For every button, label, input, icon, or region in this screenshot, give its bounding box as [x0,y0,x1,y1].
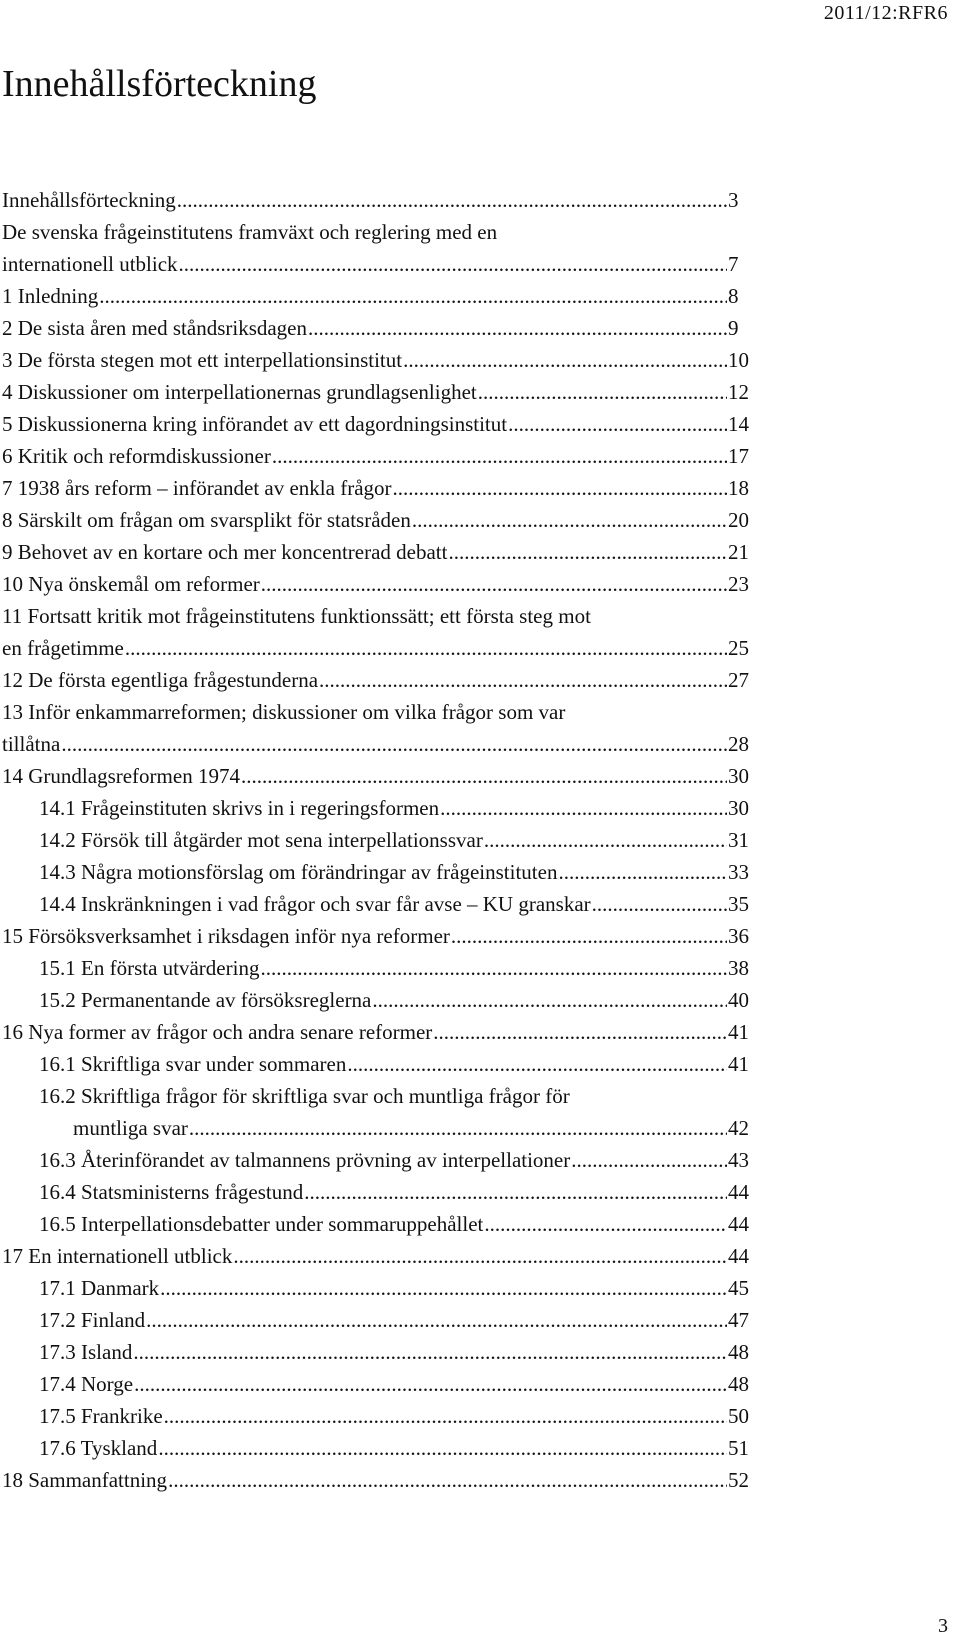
toc-entry[interactable] [2,1208,762,1240]
toc-entry-title: 2 De sista åren med ståndsriksdagen [2,316,308,340]
toc-entry[interactable] [2,536,762,568]
toc-entry[interactable] [2,408,762,440]
toc-entry-title: 7 1938 års reform – införandet av enkla frågor [2,476,392,500]
toc-entry[interactable] [2,600,762,664]
dot-leader [592,888,727,920]
toc-entry-title: 15.1 En första utvärdering [39,956,260,980]
toc-entry-title: en frågetimme [2,636,124,660]
dot-leader [412,504,727,536]
toc-entry[interactable] [2,952,762,984]
dot-leader [189,1112,727,1144]
toc-entry[interactable] [2,280,762,312]
dot-leader [448,536,727,568]
dot-leader [241,760,727,792]
dot-leader [261,568,727,600]
toc-entry-page: 40 [728,988,749,1012]
dot-leader [160,1272,727,1304]
toc-entry-title: 17.6 Tyskland [39,1436,158,1460]
toc-entry[interactable] [2,920,762,952]
dot-leader [558,856,727,888]
toc-entry-page: 27 [728,668,749,692]
dot-leader [260,952,727,984]
toc-entry-page: 45 [728,1276,749,1300]
toc-entry-title: 14.2 Försök till åtgärder mot sena interpellationssvar [39,828,483,852]
toc-entry[interactable] [2,344,762,376]
toc-entry-page: 38 [728,956,749,980]
dot-leader [451,920,727,952]
toc-entry-title: 14.4 Inskränkningen i vad frågor och svar får avse – KU granskar [39,892,591,916]
toc-entry-title: Innehållsförteckning [2,188,176,212]
toc-entry-title: 14 Grundlagsreformen 1974 [2,764,240,788]
toc-entry-title: tillåtna [2,732,61,756]
dot-leader [177,184,727,216]
toc-entry-title: 5 Diskussionerna kring införandet av ett dagordningsinstitut [2,412,508,436]
toc-entry-page: 20 [728,508,749,532]
toc-entry-page: 48 [728,1372,749,1396]
toc-entry-page: 33 [728,860,749,884]
toc-entry-page: 30 [728,796,749,820]
toc-entry[interactable] [2,1368,762,1400]
dot-leader [484,1208,727,1240]
toc-entry-title: 16 Nya former av frågor och andra senare reformer [2,1020,433,1044]
dot-leader [347,1048,727,1080]
dot-leader [393,472,727,504]
toc-entry-title: 15.2 Permanentande av försöksreglerna [39,988,372,1012]
toc-entry-title: 18 Sammanfattning [2,1468,168,1492]
toc-entry-title: 9 Behovet av en kortare och mer koncentrerad debatt [2,540,448,564]
toc-entry[interactable] [2,1176,762,1208]
toc-entry-title: 16.1 Skriftliga svar under sommaren [39,1052,347,1076]
toc-entry-page: 8 [728,284,739,308]
toc-entry[interactable] [2,440,762,472]
toc-entry-title: 6 Kritik och reformdiskussioner [2,444,271,468]
toc-entry-page: 50 [728,1404,749,1428]
toc-entry-title: 4 Diskussioner om interpellationernas grundlagsenlighet [2,380,477,404]
dot-leader [571,1144,727,1176]
toc-entry-page: 42 [728,1116,749,1140]
toc-entry[interactable] [2,1272,762,1304]
toc-entry-page: 43 [728,1148,749,1172]
dot-leader [484,824,727,856]
toc-entry[interactable] [2,504,762,536]
toc-entry[interactable] [2,1400,762,1432]
toc-entry[interactable] [2,824,762,856]
dot-leader [61,728,727,760]
toc-entry-page: 35 [728,892,749,916]
toc-entry[interactable] [2,1432,762,1464]
toc-entry-page: 51 [728,1436,749,1460]
toc-entry-page: 17 [728,444,749,468]
toc-entry-title: 12 De första egentliga frågestunderna [2,668,319,692]
toc-entry-page: 18 [728,476,749,500]
toc-entry-page: 41 [728,1052,749,1076]
toc-entry[interactable] [2,1016,762,1048]
toc-entry-page: 31 [728,828,749,852]
toc-entry-page: 21 [728,540,749,564]
dot-leader [99,280,727,312]
dot-leader [433,1016,727,1048]
dot-leader [164,1400,727,1432]
toc-entry[interactable] [2,1464,762,1496]
page-number: 3 [938,1615,948,1637]
toc-entry[interactable] [2,1080,762,1144]
dot-leader [440,792,727,824]
toc-entry[interactable] [2,664,762,696]
toc-entry-title: internationell utblick [2,252,178,276]
toc-entry[interactable] [2,760,762,792]
page-title: Innehållsförteckning [2,63,317,105]
toc-entry-title: 14.1 Frågeinstituten skrivs in i regeringsformen [39,796,440,820]
toc-entry-title: 17.3 Island [39,1340,133,1364]
toc-entry[interactable] [2,216,762,280]
toc-entry-page: 12 [728,380,749,404]
toc-entry-title: 17 En internationell utblick [2,1244,233,1268]
toc-entry-page: 47 [728,1308,749,1332]
dot-leader [272,440,727,472]
dot-leader [125,632,727,664]
dot-leader [508,408,727,440]
toc-entry[interactable] [2,696,762,760]
dot-leader [403,344,727,376]
toc-entry[interactable] [2,792,762,824]
toc-entry-title-line: De svenska frågeinstitutens framväxt och reglering med en [2,220,498,244]
toc-entry-page: 23 [728,572,749,596]
dot-leader [134,1368,727,1400]
toc-entry-title-line: 13 Inför enkammarreformen; diskussioner om vilka frågor som var [2,700,566,724]
toc-entry[interactable] [2,888,762,920]
toc-entry[interactable] [2,312,762,344]
toc-entry-page: 36 [728,924,749,948]
toc-entry-page: 3 [728,188,739,212]
toc-entry-page: 9 [728,316,739,340]
toc-entry-page: 25 [728,636,749,660]
dot-leader [308,312,727,344]
toc-entry-page: 52 [728,1468,749,1492]
toc-entry-page: 44 [728,1212,749,1236]
toc-entry-title: muntliga svar [73,1116,188,1140]
toc-entry-page: 14 [728,412,749,436]
toc-entry-page: 44 [728,1180,749,1204]
toc-entry-page: 41 [728,1020,749,1044]
toc-entry[interactable] [2,856,762,888]
toc-entry-title: 15 Försöksverksamhet i riksdagen inför nya reformer [2,924,450,948]
toc-entry[interactable] [2,1336,762,1368]
toc-entry[interactable] [2,472,762,504]
dot-leader [179,248,727,280]
dot-leader [233,1240,727,1272]
dot-leader [372,984,727,1016]
toc-entry-page: 30 [728,764,749,788]
toc-entry-title: 16.3 Återinförandet av talmannens prövning av interpellationer [39,1148,571,1172]
dot-leader [158,1432,727,1464]
toc-entry[interactable] [2,184,762,216]
toc-entry-title: 10 Nya önskemål om reformer [2,572,260,596]
toc-entry[interactable] [2,1240,762,1272]
toc-entry[interactable] [2,568,762,600]
toc-entry-title-line: 16.2 Skriftliga frågor för skriftliga svar och muntliga frågor för [39,1084,570,1108]
dot-leader [478,376,727,408]
toc-entry-title: 16.4 Statsministerns frågestund [39,1180,304,1204]
toc-entry[interactable] [2,1144,762,1176]
toc-entry[interactable] [2,984,762,1016]
toc-entry-page: 7 [728,252,739,276]
toc-entry-title: 17.5 Frankrike [39,1404,163,1428]
toc-entry-title: 17.2 Finland [39,1308,146,1332]
document-id: 2011/12:RFR6 [823,2,948,24]
dot-leader [319,664,727,696]
dot-leader [146,1304,727,1336]
toc-entry-title: 17.1 Danmark [39,1276,160,1300]
toc-entry[interactable] [2,1304,762,1336]
toc-entry-page: 10 [728,348,749,372]
toc-entry-title: 16.5 Interpellationsdebatter under sommaruppehållet [39,1212,484,1236]
dot-leader [304,1176,727,1208]
toc-entry-title: 1 Inledning [2,284,99,308]
toc-entry-page: 44 [728,1244,749,1268]
table-of-contents [2,184,762,1496]
toc-entry[interactable] [2,376,762,408]
dot-leader [168,1464,727,1496]
toc-entry-page: 28 [728,732,749,756]
toc-entry-title: 14.3 Några motionsförslag om förändringar av frågeinstituten [39,860,558,884]
toc-entry-title: 8 Särskilt om frågan om svarsplikt för statsråden [2,508,411,532]
toc-entry-page: 48 [728,1340,749,1364]
toc-entry-title-line: 11 Fortsatt kritik mot frågeinstitutens funktionssätt; ett första steg mot [2,604,591,628]
dot-leader [133,1336,727,1368]
toc-entry[interactable] [2,1048,762,1080]
toc-entry-title: 17.4 Norge [39,1372,134,1396]
toc-entry-title: 3 De första stegen mot ett interpellationsinstitut [2,348,403,372]
